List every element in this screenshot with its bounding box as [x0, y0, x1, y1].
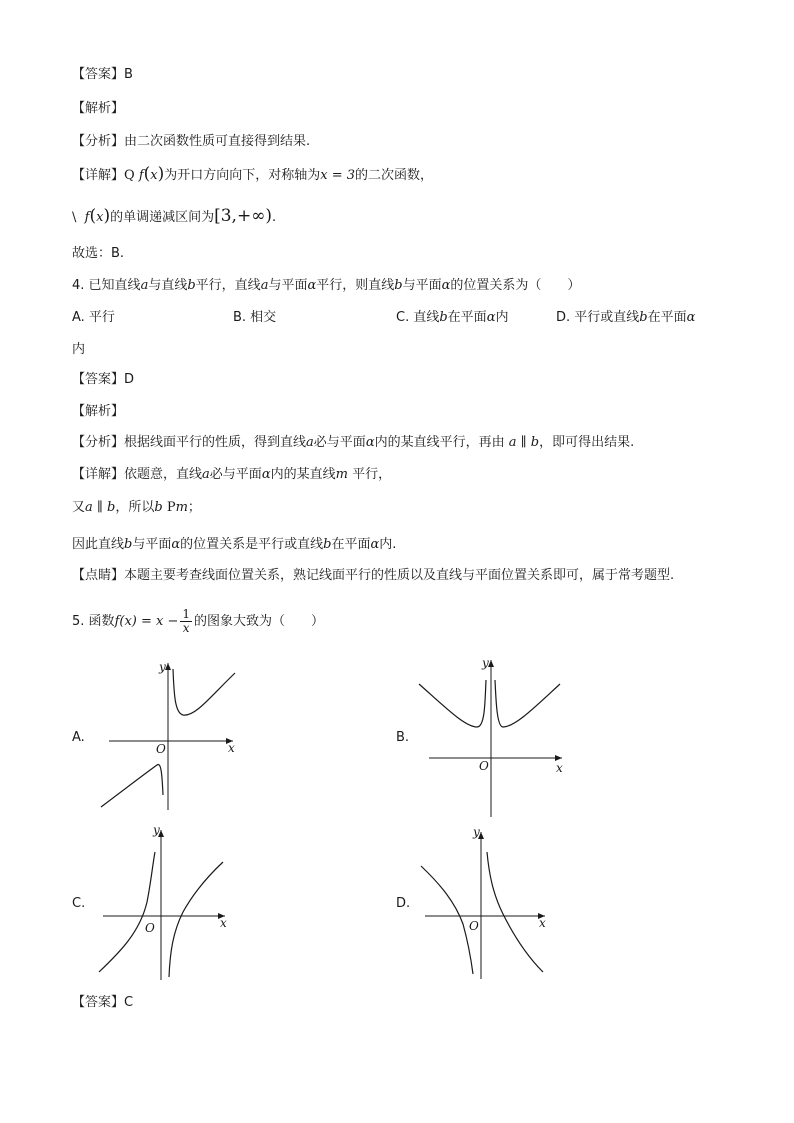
- math-b: b: [187, 278, 196, 293]
- option-text: B. 相交: [233, 310, 277, 325]
- text: 必与平面: [209, 467, 262, 482]
- q4-you-line: [72, 499, 201, 517]
- math-m: m: [335, 467, 348, 482]
- y-axis-label: y: [473, 825, 480, 839]
- graph-b-label: B.: [396, 730, 410, 745]
- therefore-symbol: \: [72, 210, 77, 225]
- curve-left-branch: [421, 866, 473, 974]
- q3-xiangjie-line: [72, 165, 433, 185]
- dianjing-label: 【点睛】: [72, 568, 125, 583]
- curve-right-branch: [495, 680, 560, 727]
- choice-text: 故选：B.: [72, 246, 125, 261]
- math-b: b: [394, 278, 403, 293]
- curve-right-branch: [169, 862, 223, 977]
- math-alpha: α: [370, 537, 380, 552]
- text: 内的某直线: [270, 467, 336, 482]
- math-alpha: α: [307, 278, 317, 293]
- q5-answer-line: [72, 994, 133, 1012]
- q4-conclusion: [72, 536, 396, 554]
- math-parallel: a ∥ b: [85, 500, 116, 515]
- math-paren: (: [89, 206, 97, 226]
- graph-c: [95, 822, 235, 982]
- q4-fenxi-line: [72, 434, 634, 452]
- math-alpha: α: [261, 467, 271, 482]
- origin-label: O: [156, 742, 166, 756]
- y-axis-label: y: [153, 823, 160, 837]
- x-axis-label: x: [539, 916, 546, 930]
- option-text: D. 平行或直线: [556, 310, 640, 325]
- text: 内的某直线平行，再由: [374, 435, 505, 450]
- xiangjie-label: 【详解】: [72, 467, 125, 482]
- answer-label: 【答案】: [72, 67, 125, 82]
- fenxi-label: 【分析】: [72, 435, 125, 450]
- math-a: a: [260, 278, 269, 293]
- text: 与平面: [402, 278, 442, 293]
- fraction-denominator: x: [182, 621, 190, 635]
- math-paren: ): [103, 206, 111, 226]
- text: 必与平面: [313, 435, 366, 450]
- math-m: m: [175, 500, 188, 515]
- text: 又: [72, 500, 86, 515]
- text: 的位置关系为（ ）: [450, 278, 581, 293]
- q3-analysis-label: [72, 100, 124, 118]
- math-a: a: [306, 435, 314, 450]
- text: 已知直线: [88, 278, 141, 293]
- text: 在平面: [331, 537, 371, 552]
- question-number: 5.: [72, 614, 85, 629]
- q3-line2: [72, 207, 276, 227]
- text: 的单调递减区间为: [110, 210, 215, 225]
- origin-label: O: [145, 921, 155, 935]
- text: 因此直线: [72, 537, 125, 552]
- answer-value: B: [124, 67, 133, 82]
- math-x: x: [96, 210, 104, 225]
- curve-left-branch: [99, 852, 155, 972]
- math-paren: (: [143, 164, 151, 184]
- text: ；: [187, 500, 201, 515]
- text: 的图象大致为（ ）: [194, 614, 325, 629]
- q3-answer-line: [72, 66, 133, 84]
- xiangjie-label: 【详解】: [72, 168, 125, 183]
- x-axis-label: x: [556, 761, 563, 775]
- fenxi-label: 【分析】: [72, 134, 125, 149]
- math-a: a: [202, 467, 210, 482]
- math-alpha: α: [486, 310, 496, 325]
- x-axis-label: x: [220, 916, 227, 930]
- x-axis-label: x: [228, 741, 235, 755]
- graph-a: [95, 655, 245, 815]
- option-text: C. 直线: [396, 310, 440, 325]
- question-number: 4.: [72, 278, 85, 293]
- text: 与平面: [132, 537, 172, 552]
- math-b: b: [124, 537, 133, 552]
- q4-xiangjie-line: [72, 466, 391, 484]
- q3-choice: [72, 245, 124, 263]
- fraction: [180, 608, 192, 635]
- math-x: x: [150, 168, 158, 183]
- text: 根据线面平行的性质，得到直线: [124, 435, 307, 450]
- y-axis-label: y: [482, 656, 489, 670]
- curve-right-branch: [487, 852, 543, 972]
- option-text: 内: [72, 342, 86, 357]
- fraction-numerator: 1: [182, 607, 191, 621]
- text: ，所以: [115, 500, 155, 515]
- math-b: b: [439, 310, 448, 325]
- math-b: b: [323, 537, 332, 552]
- q4-stem: [72, 277, 580, 295]
- option-text: 在平面: [447, 310, 487, 325]
- graph-d-label: D.: [396, 896, 411, 911]
- graph-a-label: A.: [72, 730, 85, 745]
- math-alpha: α: [171, 537, 181, 552]
- text: 依题意，直线: [124, 467, 203, 482]
- math-eq: x = 3: [320, 168, 356, 183]
- q4-option-a: [72, 309, 115, 327]
- q3-fenxi-line: [72, 133, 310, 151]
- option-text: 在平面: [647, 310, 687, 325]
- text: 的位置关系是平行或直线: [180, 537, 324, 552]
- origin-label: O: [479, 759, 489, 773]
- q4-option-b: [233, 309, 276, 327]
- curve-right-branch: [173, 669, 235, 715]
- option-text: 内: [495, 310, 509, 325]
- option-text: A. 平行: [72, 310, 115, 325]
- text: 函数: [88, 614, 115, 629]
- text: 为开口方向向下，对称轴为: [164, 168, 321, 183]
- math-parallel: a ∥ b: [508, 435, 540, 450]
- text: 的二次函数，: [355, 168, 434, 183]
- math-function: f(x) = x −: [114, 614, 179, 629]
- math-alpha: α: [365, 435, 375, 450]
- text: .: [272, 210, 277, 225]
- q4-option-d: [556, 309, 695, 327]
- parallel-symbol: P: [166, 500, 176, 515]
- math-interval: [3,+∞): [214, 206, 272, 226]
- graph-c-label: C.: [72, 896, 86, 911]
- text: 平行，则直线: [316, 278, 395, 293]
- q4-option-c: [396, 309, 508, 327]
- text: 与直线: [148, 278, 188, 293]
- answer-value: C: [124, 995, 134, 1010]
- math-paren: ): [157, 164, 165, 184]
- q4-dianjing: [72, 567, 674, 585]
- graph-b: [415, 652, 570, 822]
- answer-label: 【答案】: [72, 372, 125, 387]
- math-f: f: [138, 168, 144, 183]
- math-f: f: [84, 210, 90, 225]
- q4-answer-line: [72, 371, 134, 389]
- math-alpha: α: [686, 310, 696, 325]
- graph-d: [415, 824, 555, 984]
- q4-option-d-wrap: [72, 341, 85, 359]
- y-axis-arrow: [488, 660, 494, 667]
- curve-left-branch: [419, 680, 486, 727]
- text: ，即可得出结果.: [539, 435, 635, 450]
- q4-analysis-label: [72, 403, 124, 421]
- text: 平行，直线: [195, 278, 261, 293]
- fenxi-text: 由二次函数性质可直接得到结果.: [124, 134, 311, 149]
- math-b: b: [639, 310, 648, 325]
- answer-label: 【答案】: [72, 995, 125, 1010]
- math-b: b: [154, 500, 163, 515]
- curve-left-branch: [101, 765, 163, 807]
- because-symbol: Q: [124, 168, 135, 183]
- text: 内.: [379, 537, 397, 552]
- origin-label: O: [469, 919, 479, 933]
- analysis-label: 【解析】: [72, 404, 125, 419]
- text: 与平面: [268, 278, 308, 293]
- y-axis-label: y: [159, 660, 166, 674]
- q5-stem: [72, 608, 324, 635]
- text: 平行，: [352, 467, 392, 482]
- answer-value: D: [124, 372, 135, 387]
- math-a: a: [140, 278, 149, 293]
- analysis-label: 【解析】: [72, 101, 125, 116]
- y-axis-arrow: [165, 663, 171, 670]
- math-alpha: α: [441, 278, 451, 293]
- dianjing-text: 本题主要考查线面位置关系，熟记线面平行的性质以及直线与平面位置关系即可，属于常考题型.: [124, 568, 675, 583]
